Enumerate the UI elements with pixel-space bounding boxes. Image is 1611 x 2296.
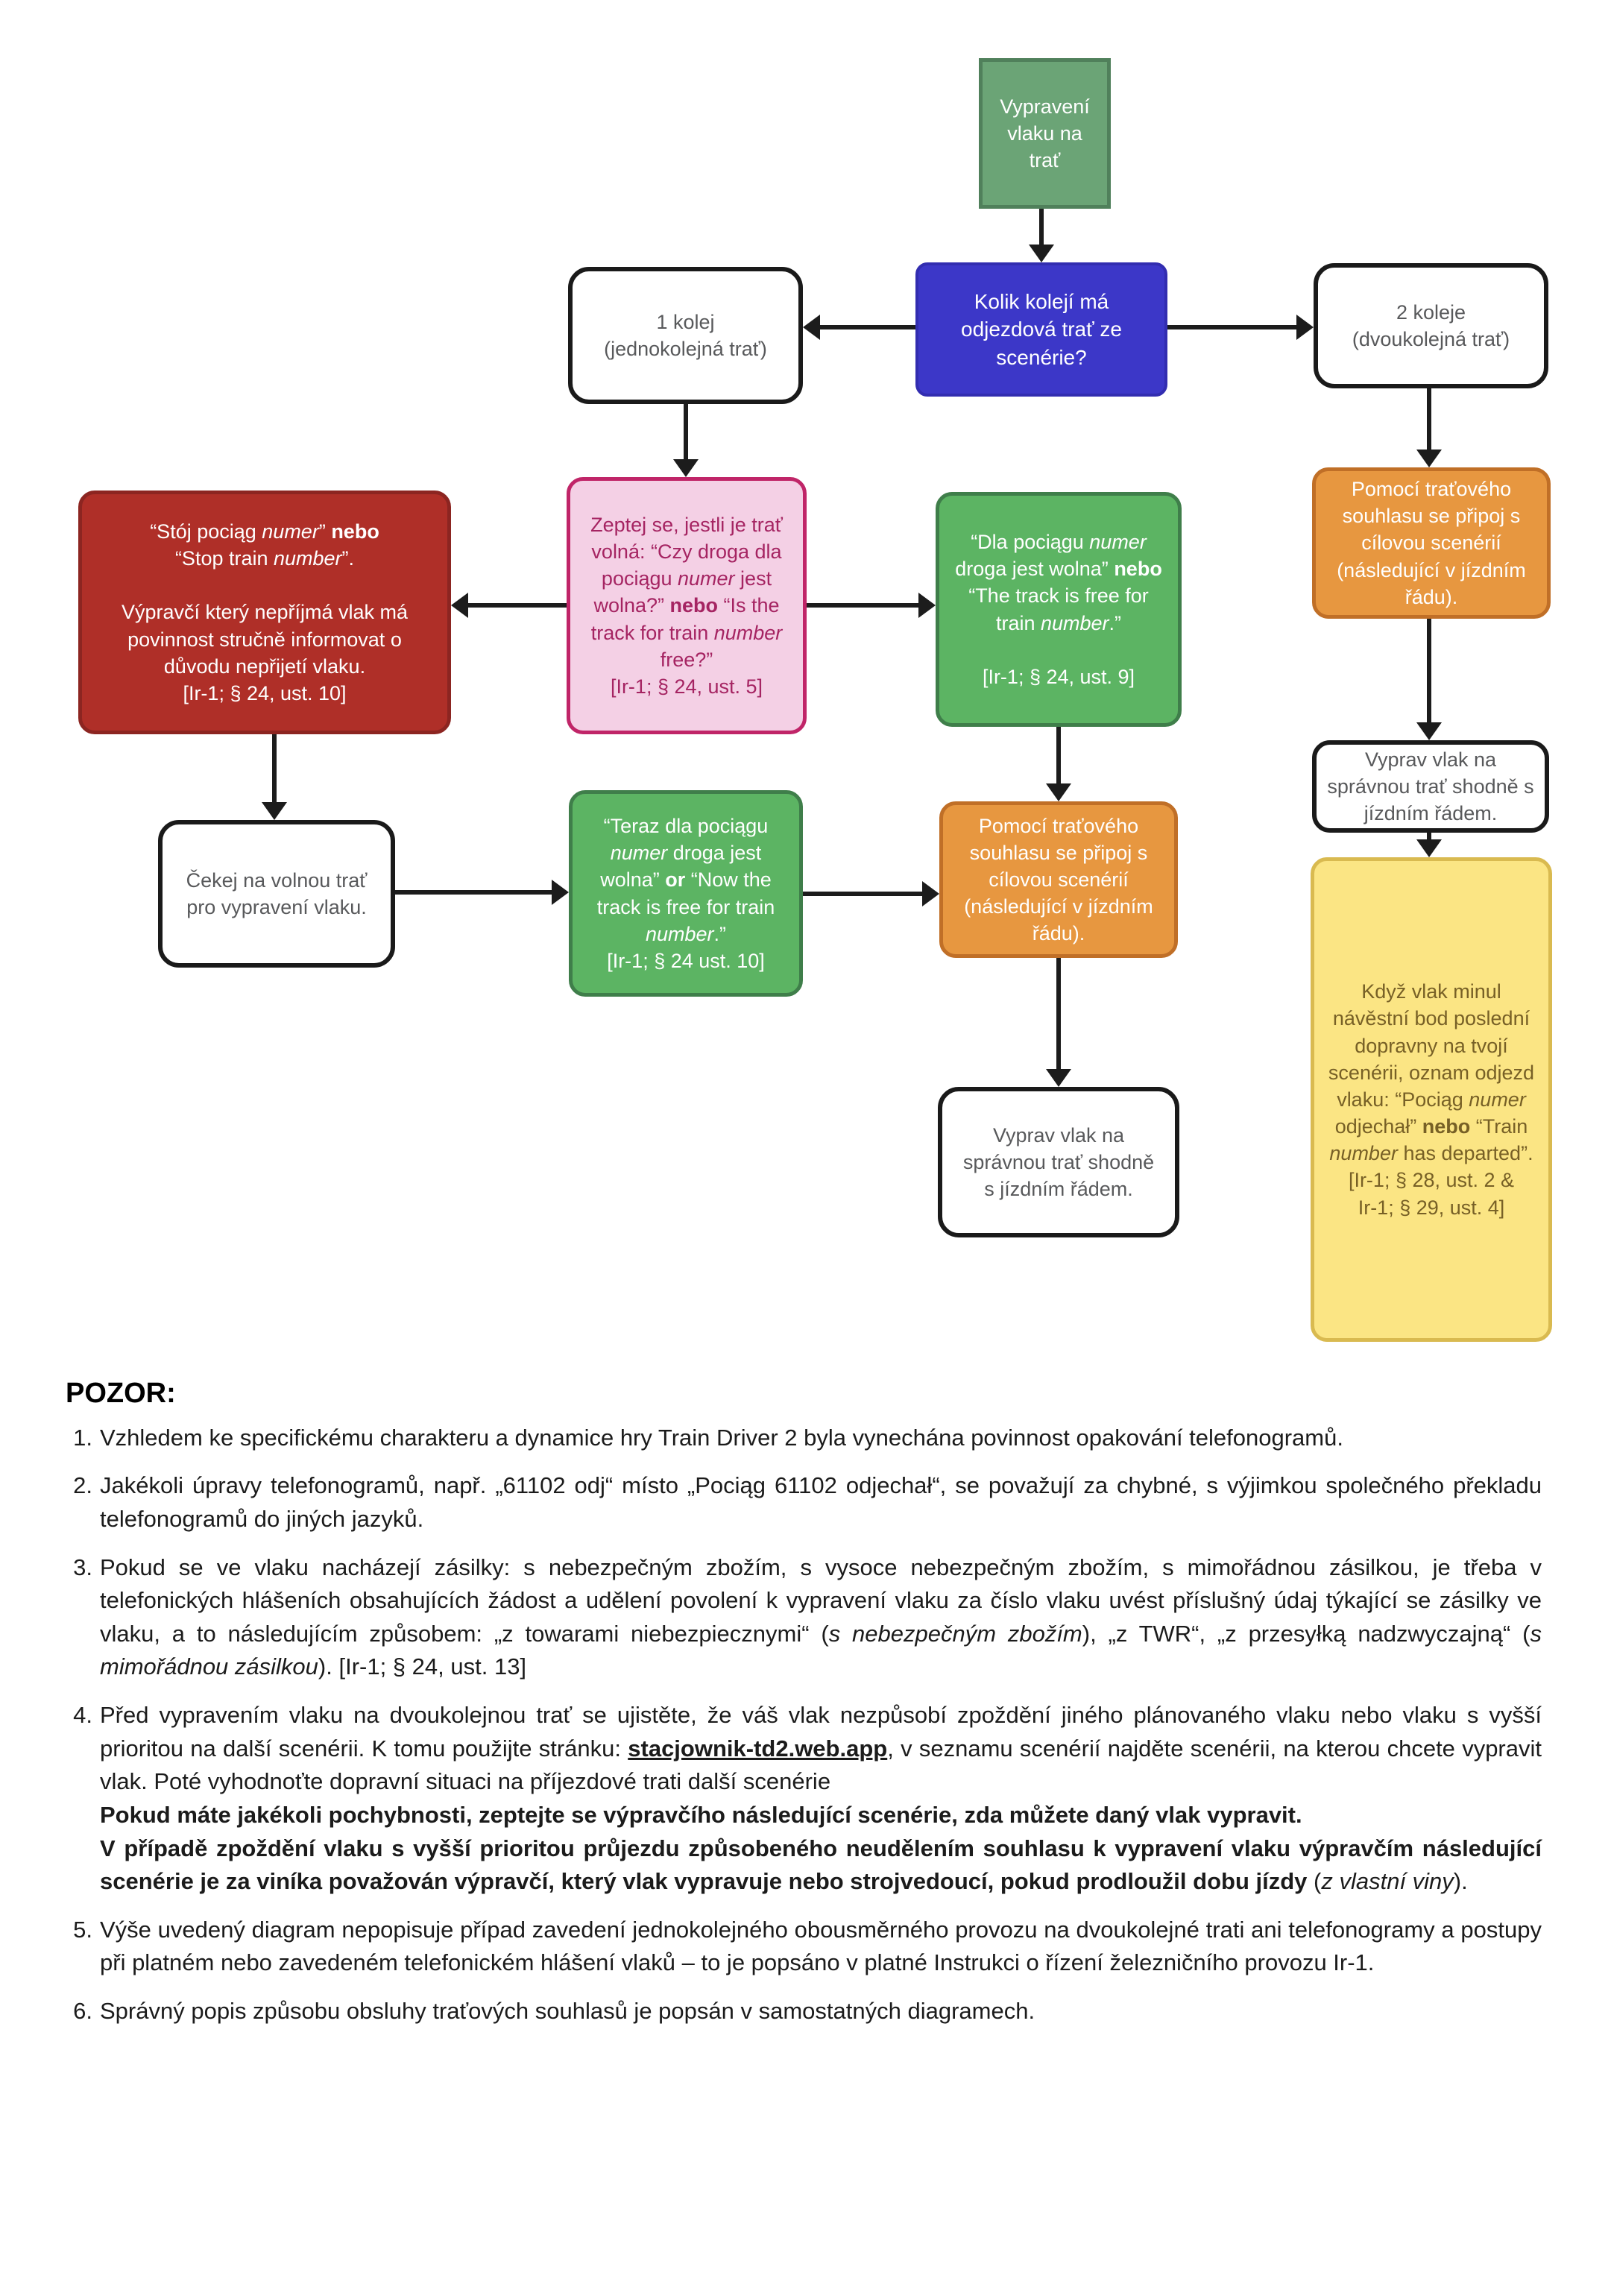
- node-track-free: “Dla pociągu numer droga jest wolna” nebo “The track is free for train number.” [Ir-1; § 24, ust. 9]: [936, 492, 1182, 727]
- note-number: 3.: [73, 1554, 92, 1580]
- note-text: Správný popis způsobu obsluhy traťových souhlasů je popsán v samostatných diagramech.: [100, 1998, 1035, 2025]
- note-number: 6.: [73, 1998, 92, 2025]
- node-stop-train: “Stój pociąg numer” nebo “Stop train number”. Výpravčí který nepříjmá vlak má povinnost stručně informovat o důvodu nepřijetí vlaku. [Ir-1; § 24, ust. 10]: [78, 491, 451, 734]
- node-now-track-free: “Teraz dla pociągu numer droga jest wolna” or “Now the track is free for train number.” [Ir-1; § 24 ust. 10]: [569, 790, 803, 997]
- note-text: Vzhledem ke specifickému charakteru a dynamice hry Train Driver 2 byla vynechána povinnost opakování telefonogramů.: [100, 1424, 1343, 1451]
- node-connect-target-right: Pomocí traťového souhlasu se připoj s cílovou scenérií (následující v jízdním řádu).: [1312, 467, 1551, 619]
- node-dispatch-mid: Vyprav vlak na správnou trať shodně s jízdním řádem.: [938, 1087, 1179, 1237]
- note-item-2: [66, 1469, 1542, 1536]
- note-item-3: [66, 1551, 1542, 1685]
- node-ask-if-free: Zeptej se, jestli je trať volná: “Czy droga dla pociągu numer jest wolna?” nebo “Is the track for train number free?” [Ir-1; § 24, ust. 5]: [567, 477, 807, 734]
- note-number: 4.: [73, 1702, 92, 1729]
- node-dispatch-right: Vyprav vlak na správnou trať shodně s jízdním řádem.: [1312, 740, 1549, 833]
- node-track-count-question: Kolik kolejí má odjezdová trať ze scenérie?: [915, 262, 1167, 397]
- note-number: 1.: [73, 1424, 92, 1451]
- note-text: Pokud se ve vlaku nacházejí zásilky: s nebezpečným zbožím, s vysoce nebezpečným zbožím, s mimořádnou zásilkou, je třeba v telefonických hlášeních obsahujících žádost a udělení povolení k vypravení vlaku za číslo vlaku uvést příslušný údaj týkající se zásilky ve vlaku, a to následujícím způsobem: „z towarami niebezpiecznymi“ (s nebezpečným zbožím), „z TWR“, „z przesyłką nadzwyczajną“ (s mimořádnou zásilkou). [Ir-1; § 24, ust. 13]: [100, 1554, 1542, 1680]
- node-one-track: 1 kolej (jednokolejná trať): [568, 267, 803, 404]
- external-link[interactable]: stacjownik-td2.web.app: [628, 1735, 888, 1762]
- node-two-tracks: 2 koleje (dvoukolejná trať): [1314, 263, 1548, 388]
- note-item-5: [66, 1914, 1542, 1980]
- note-item-6: [66, 1995, 1542, 2028]
- note-text: Před vypravením vlaku na dvoukolejnou trať se ujistěte, že váš vlak nezpůsobí zpoždění jiného plánovaného vlaku nebo vlaku s vyšší prioritou na další scenérii. K tomu použijte stránku: stacjownik-td2.web.app, v seznamu scenérií najděte scenérii, na kterou chcete vypravit vlak. Poté vyhodnoťte dopravní situaci na příjezdové trati další scenérie Pokud máte jakékoli pochybnosti, zeptejte se výpravčího následující scenérie, zda můžete daný vlak vypravit. V případě zpoždění vlaku s vyšší prioritou průjezdu způsobeného neudělením souhlasu k vypravení vlaku výpravčím následující scenérie je za viníka považován výpravčí, který vlak vypravuje nebo strojvedoucí, pokud prodloužil dobu jízdy (z vlastní viny).: [100, 1702, 1542, 1895]
- node-connect-target-mid: Pomocí traťového souhlasu se připoj s cílovou scenérií (následující v jízdním řádu).: [939, 801, 1178, 958]
- note-item-4: [66, 1699, 1542, 1899]
- note-number: 2.: [73, 1472, 92, 1499]
- node-train-departed: Když vlak minul návěstní bod poslední dopravny na tvojí scenérii, oznam odjezd vlaku: “Pociąg numer odjechał” nebo “Train number has departed”. [Ir-1; § 28, ust. 2 & Ir-1; § 29, ust. 4]: [1311, 857, 1552, 1342]
- note-text: Jakékoli úpravy telefonogramů, např. „61102 odj“ místo „Pociąg 61102 odjechał“, se považují za chybné, s výjimkou společného překladu telefonogramů do jiných jazyků.: [100, 1472, 1542, 1532]
- node-start: Vypravení vlaku na trať: [979, 58, 1111, 209]
- node-wait-free-track: Čekej na volnou trať pro vypravení vlaku.: [158, 820, 395, 968]
- notes-list: [66, 1422, 1542, 2028]
- note-item-1: [66, 1422, 1542, 1455]
- note-number: 5.: [73, 1916, 92, 1943]
- notes-section: [66, 1373, 1542, 2043]
- note-text: Výše uvedený diagram nepopisuje případ zavedení jednokolejného obousměrného provozu na dvoukolejné trati ani telefonogramy a postupy při platném nebo zavedeném telefonickém hlášení vlaků – to je popsáno v platné Instrukci o řízení železničního provozu Ir-1.: [100, 1916, 1542, 1976]
- notes-heading: POZOR:: [66, 1378, 176, 1409]
